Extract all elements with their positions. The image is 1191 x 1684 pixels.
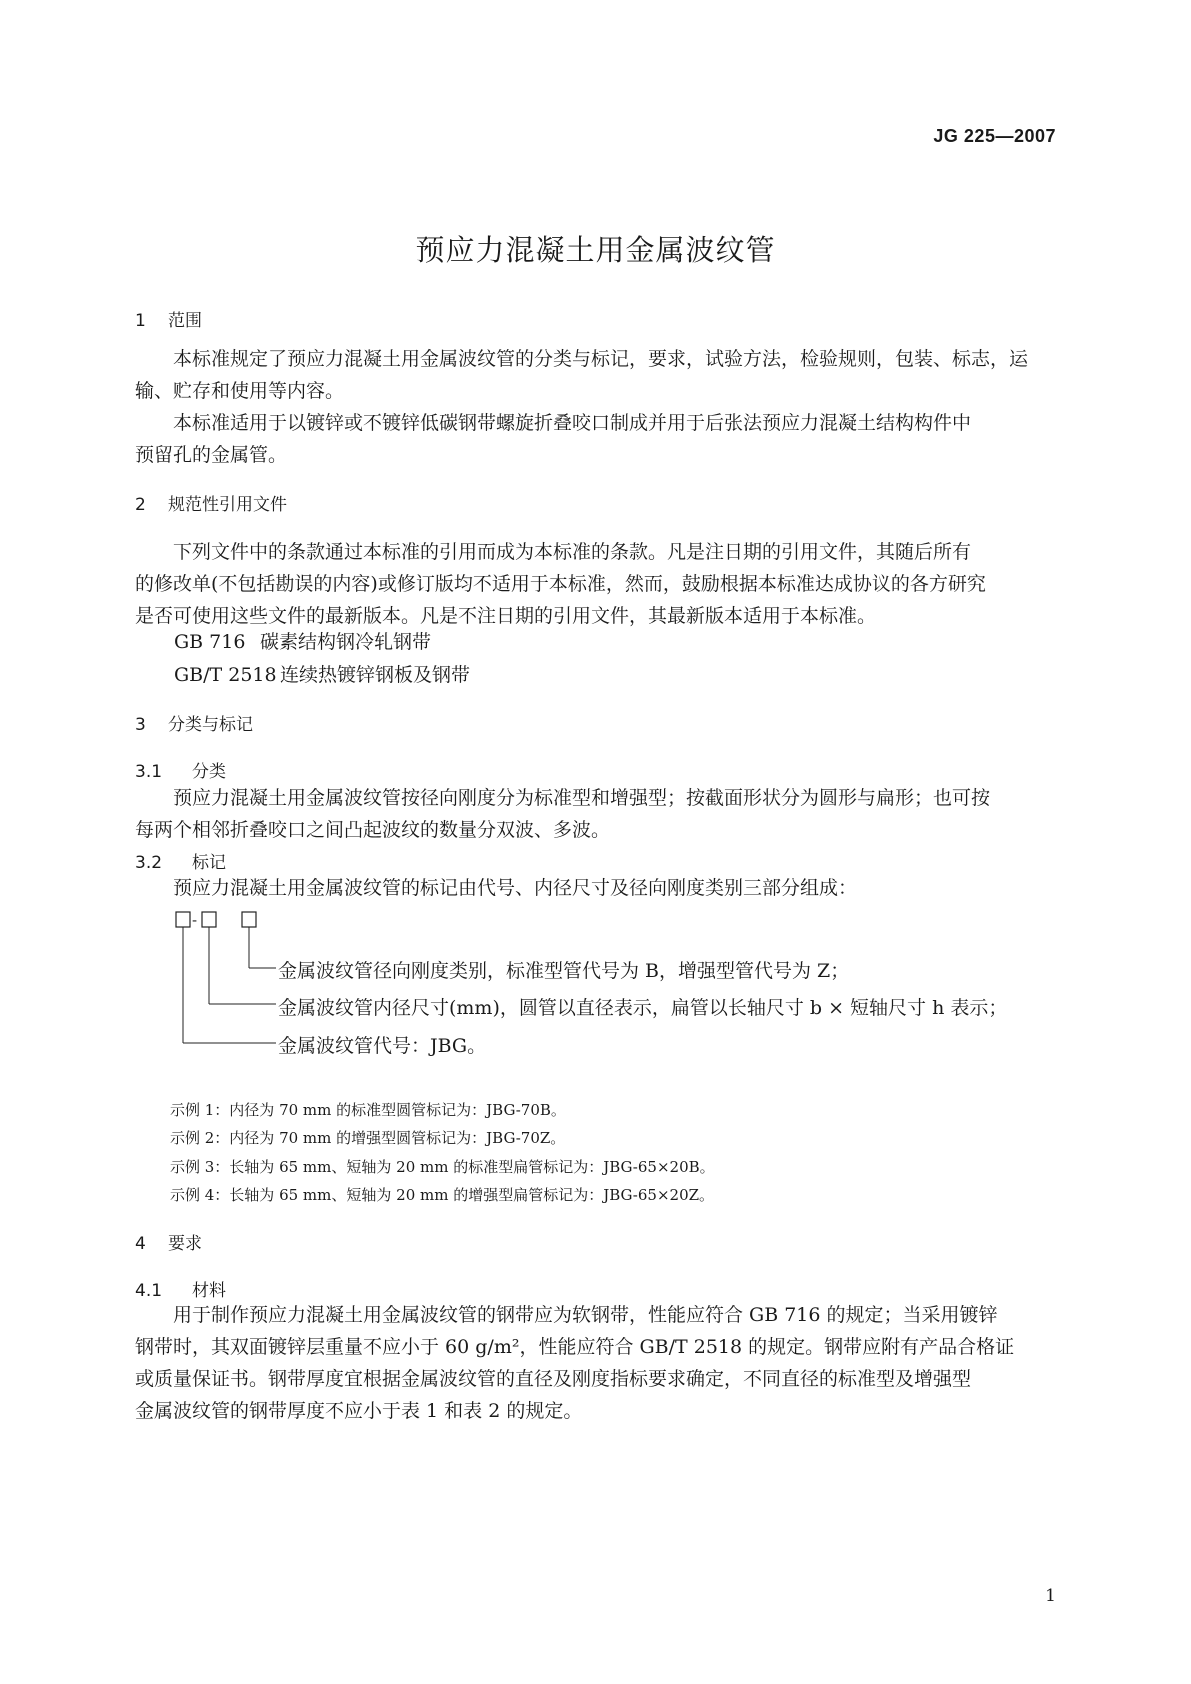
code-box [176, 912, 190, 927]
standard-code: JG 225—2007 [933, 126, 1056, 146]
section-number: 4 [135, 1234, 146, 1254]
text-line: 预应力混凝土用金属波纹管按径向刚度分为标准型和增强型；按截面形状分为圆形与扁形；也可按 [173, 787, 991, 809]
text-line: 输、贮存和使用等内容。 [135, 380, 345, 402]
text-line: 下列文件中的条款通过本标准的引用而成为本标准的条款。凡是注日期的引用文件，其随后所有 [173, 541, 972, 563]
text-line: 预应力混凝土用金属波纹管的标记由代号、内径尺寸及径向刚度类别三部分组成： [173, 877, 858, 899]
section-title: 分类与标记 [168, 715, 253, 735]
section-title: 范围 [168, 311, 202, 331]
size-box [202, 912, 216, 927]
separator: - [192, 911, 198, 929]
type-box [242, 912, 256, 927]
document-title: 预应力混凝土用金属波纹管 [415, 233, 776, 267]
text-line: 用于制作预应力混凝土用金属波纹管的钢带应为软钢带，性能应符合 GB 716 的规定；当采用镀锌 [173, 1304, 998, 1326]
reference-name: 碳素结构钢冷轧钢带 [260, 631, 432, 653]
text-line: 金属波纹管的钢带厚度不应小于表 1 和表 2 的规定。 [135, 1400, 583, 1422]
text-line: 的修改单(不包括勘误的内容)或修订版均不适用于本标准，然而，鼓励根据本标准达成协议的各方研究 [135, 573, 986, 595]
reference-code: GB/T 2518 [174, 664, 277, 686]
text-line: 每两个相邻折叠咬口之间凸起波纹的数量分双波、多波。 [135, 819, 611, 841]
section-title: 分类 [192, 762, 226, 782]
section-title: 规范性引用文件 [168, 495, 287, 515]
example-3: 示例 3：长轴为 65 mm、短轴为 20 mm 的标准型扁管标记为：JBG-65×20B。 [170, 1158, 715, 1176]
reference-name: 连续热镀锌钢板及钢带 [280, 664, 471, 686]
section-number: 3 [135, 715, 146, 735]
section-number: 1 [135, 311, 146, 331]
text-line: 本标准适用于以镀锌或不镀锌低碳钢带螺旋折叠咬口制成并用于后张法预应力混凝土结构构件中 [173, 412, 972, 434]
section-number: 4.1 [135, 1281, 163, 1301]
text-line: 或质量保证书。钢带厚度宜根据金属波纹管的直径及刚度指标要求确定，不同直径的标准型及增强型 [135, 1368, 972, 1390]
text-line: 是否可使用这些文件的最新版本。凡是不注日期的引用文件，其最新版本适用于本标准。 [135, 605, 877, 627]
page-number: 1 [1045, 1586, 1056, 1606]
text-line: 预留孔的金属管。 [135, 444, 288, 466]
example-4: 示例 4：长轴为 65 mm、短轴为 20 mm 的增强型扁管标记为：JBG-65×20Z。 [170, 1186, 715, 1204]
diagram-label-type: 金属波纹管径向刚度类别，标准型管代号为 B，增强型管代号为 Z； [278, 960, 850, 982]
section-number: 2 [135, 495, 146, 515]
example-2: 示例 2：内径为 70 mm 的增强型圆管标记为：JBG-70Z。 [170, 1129, 566, 1147]
text-line: 本标准规定了预应力混凝土用金属波纹管的分类与标记，要求，试验方法，检验规则，包装、标志，运 [173, 348, 1029, 370]
section-4-1-heading [135, 1276, 226, 1301]
section-4-heading [135, 1229, 202, 1254]
diagram-label-size: 金属波纹管内径尺寸(mm)，圆管以直径表示，扁管以长轴尺寸 b × 短轴尺寸 h 表示； [278, 997, 1008, 1019]
section-title: 要求 [168, 1234, 202, 1254]
diagram-label-code: 金属波纹管代号：JBG。 [278, 1035, 487, 1057]
example-1: 示例 1：内径为 70 mm 的标准型圆管标记为：JBG-70B。 [170, 1101, 566, 1119]
text-line: 钢带时，其双面镀锌层重量不应小于 60 g/m²，性能应符合 GB/T 2518 的规定。钢带应附有产品合格证 [135, 1336, 1015, 1358]
section-title: 材料 [192, 1281, 226, 1301]
reference-code: GB 716 [174, 631, 246, 653]
section-number: 3.1 [135, 762, 163, 782]
section-4-1-para [135, 1299, 1057, 1427]
section-number: 3.2 [135, 853, 163, 873]
section-title: 标记 [192, 853, 226, 873]
